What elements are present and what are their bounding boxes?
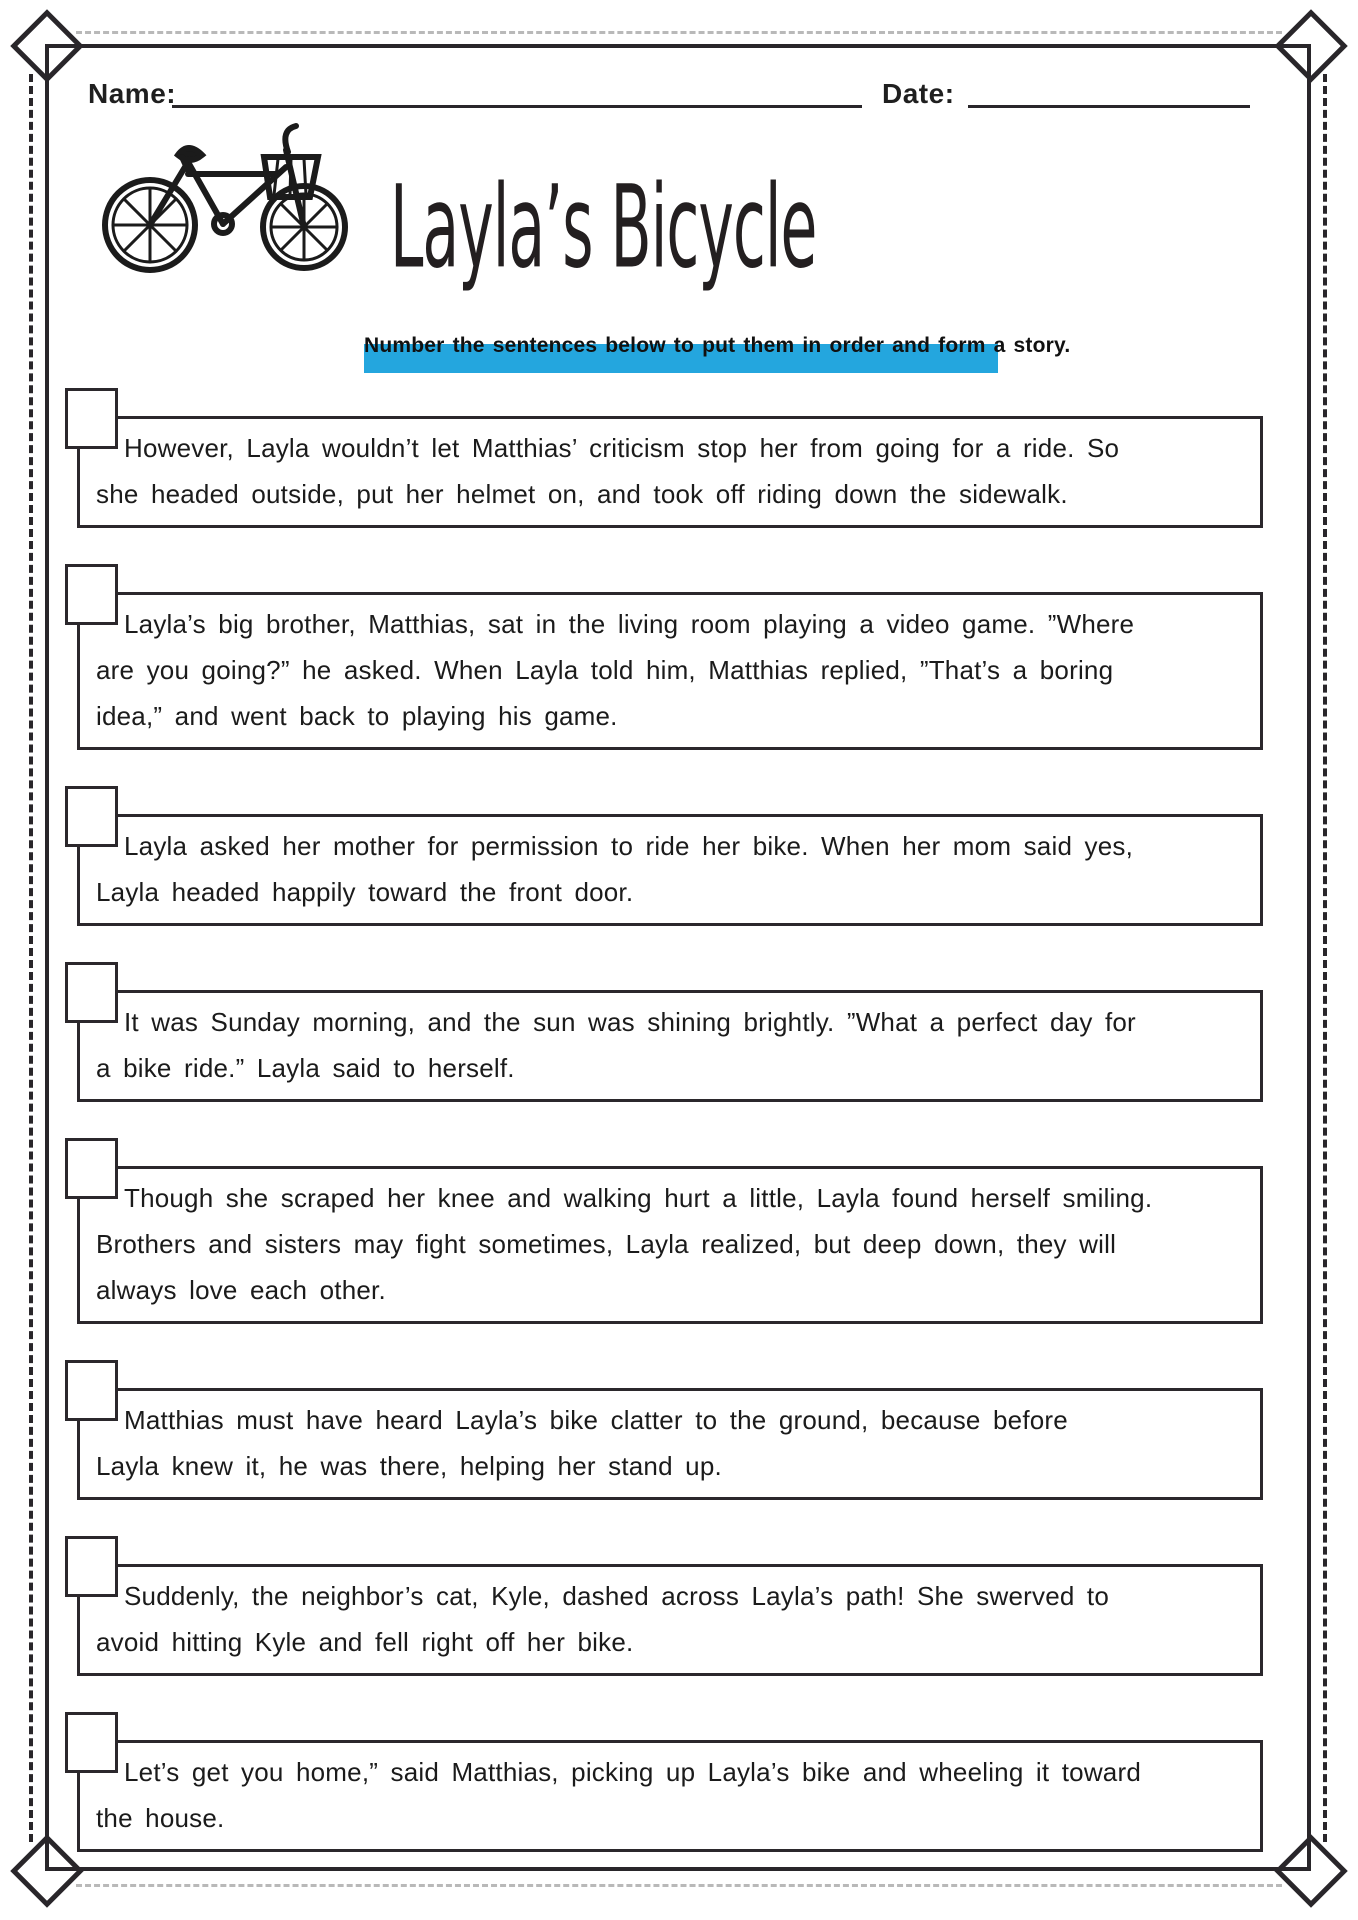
answer-number-box[interactable] <box>65 388 118 449</box>
name-input-line[interactable] <box>172 105 862 108</box>
sentence-line: always love each other. <box>96 1275 386 1305</box>
dashed-border-top <box>76 31 1282 34</box>
answer-number-box[interactable] <box>65 1360 118 1421</box>
sentence-line: she headed outside, put her helmet on, and took off riding down the sidewalk. <box>96 479 1068 509</box>
sentence-box <box>77 1138 1263 1324</box>
sentence-text-box <box>77 592 1263 750</box>
sentence-line: Layla knew it, he was there, helping her stand up. <box>96 1451 722 1481</box>
answer-number-box[interactable] <box>65 786 118 847</box>
date-input-line[interactable] <box>968 105 1250 108</box>
sentence-text-box <box>77 1740 1263 1852</box>
sentence-line: Let’s get you home,” said Matthias, picking up Layla’s bike and wheeling it toward <box>124 1757 1141 1787</box>
name-label: Name: <box>88 78 177 109</box>
instruction-text: Number the sentences below to put them in order and form a story. <box>364 334 1071 357</box>
sentence-box <box>77 1536 1263 1676</box>
dashed-border-left <box>29 74 33 1842</box>
sentence-line: Suddenly, the neighbor’s cat, Kyle, dashed across Layla’s path! She swerved to <box>124 1581 1110 1611</box>
answer-number-box[interactable] <box>65 564 118 625</box>
sentence-line: a bike ride.” Layla said to herself. <box>96 1053 515 1083</box>
bicycle-icon <box>92 112 372 277</box>
date-label: Date: <box>882 78 955 109</box>
sentence-line: Layla’s big brother, Matthias, sat in the living room playing a video game. ”Where <box>124 609 1135 639</box>
sentence-text-box <box>77 1564 1263 1676</box>
answer-number-box[interactable] <box>65 1138 118 1199</box>
sentence-box <box>77 1712 1263 1852</box>
sentence-line: the house. <box>96 1803 225 1833</box>
sentence-text-box <box>77 814 1263 926</box>
sentence-box <box>77 962 1263 1102</box>
sentence-box <box>77 1360 1263 1500</box>
sentence-text-box <box>77 416 1263 528</box>
sentence-list <box>77 388 1263 1888</box>
sentence-box <box>77 786 1263 926</box>
dashed-border-right <box>1323 74 1327 1842</box>
sentence-line: Matthias must have heard Layla’s bike clatter to the ground, because before <box>124 1405 1068 1435</box>
answer-number-box[interactable] <box>65 1536 118 1597</box>
sentence-line: Though she scraped her knee and walking hurt a little, Layla found herself smiling. <box>124 1183 1153 1213</box>
sentence-line: Brothers and sisters may fight sometimes, Layla realized, but deep down, they will <box>96 1229 1117 1259</box>
sentence-box <box>77 388 1263 528</box>
sentence-text-box <box>77 990 1263 1102</box>
sentence-text-box <box>77 1166 1263 1324</box>
sentence-line: Layla headed happily toward the front door. <box>96 877 634 907</box>
sentence-text-box <box>77 1388 1263 1500</box>
sentence-box <box>77 564 1263 750</box>
instruction-block <box>364 334 1071 358</box>
sentence-line: Layla asked her mother for permission to ride her bike. When her mom said yes, <box>124 831 1134 861</box>
answer-number-box[interactable] <box>65 962 118 1023</box>
answer-number-box[interactable] <box>65 1712 118 1773</box>
sentence-line: idea,” and went back to playing his game. <box>96 701 618 731</box>
sentence-line: However, Layla wouldn’t let Matthias’ criticism stop her from going for a ride. So <box>124 433 1120 463</box>
sentence-line: It was Sunday morning, and the sun was shining brightly. ”What a perfect day for <box>124 1007 1136 1037</box>
worksheet-title: Layla’s Bicycle <box>390 162 817 295</box>
sentence-line: are you going?” he asked. When Layla told him, Matthias replied, ”That’s a boring <box>96 655 1114 685</box>
sentence-line: avoid hitting Kyle and fell right off her bike. <box>96 1627 634 1657</box>
